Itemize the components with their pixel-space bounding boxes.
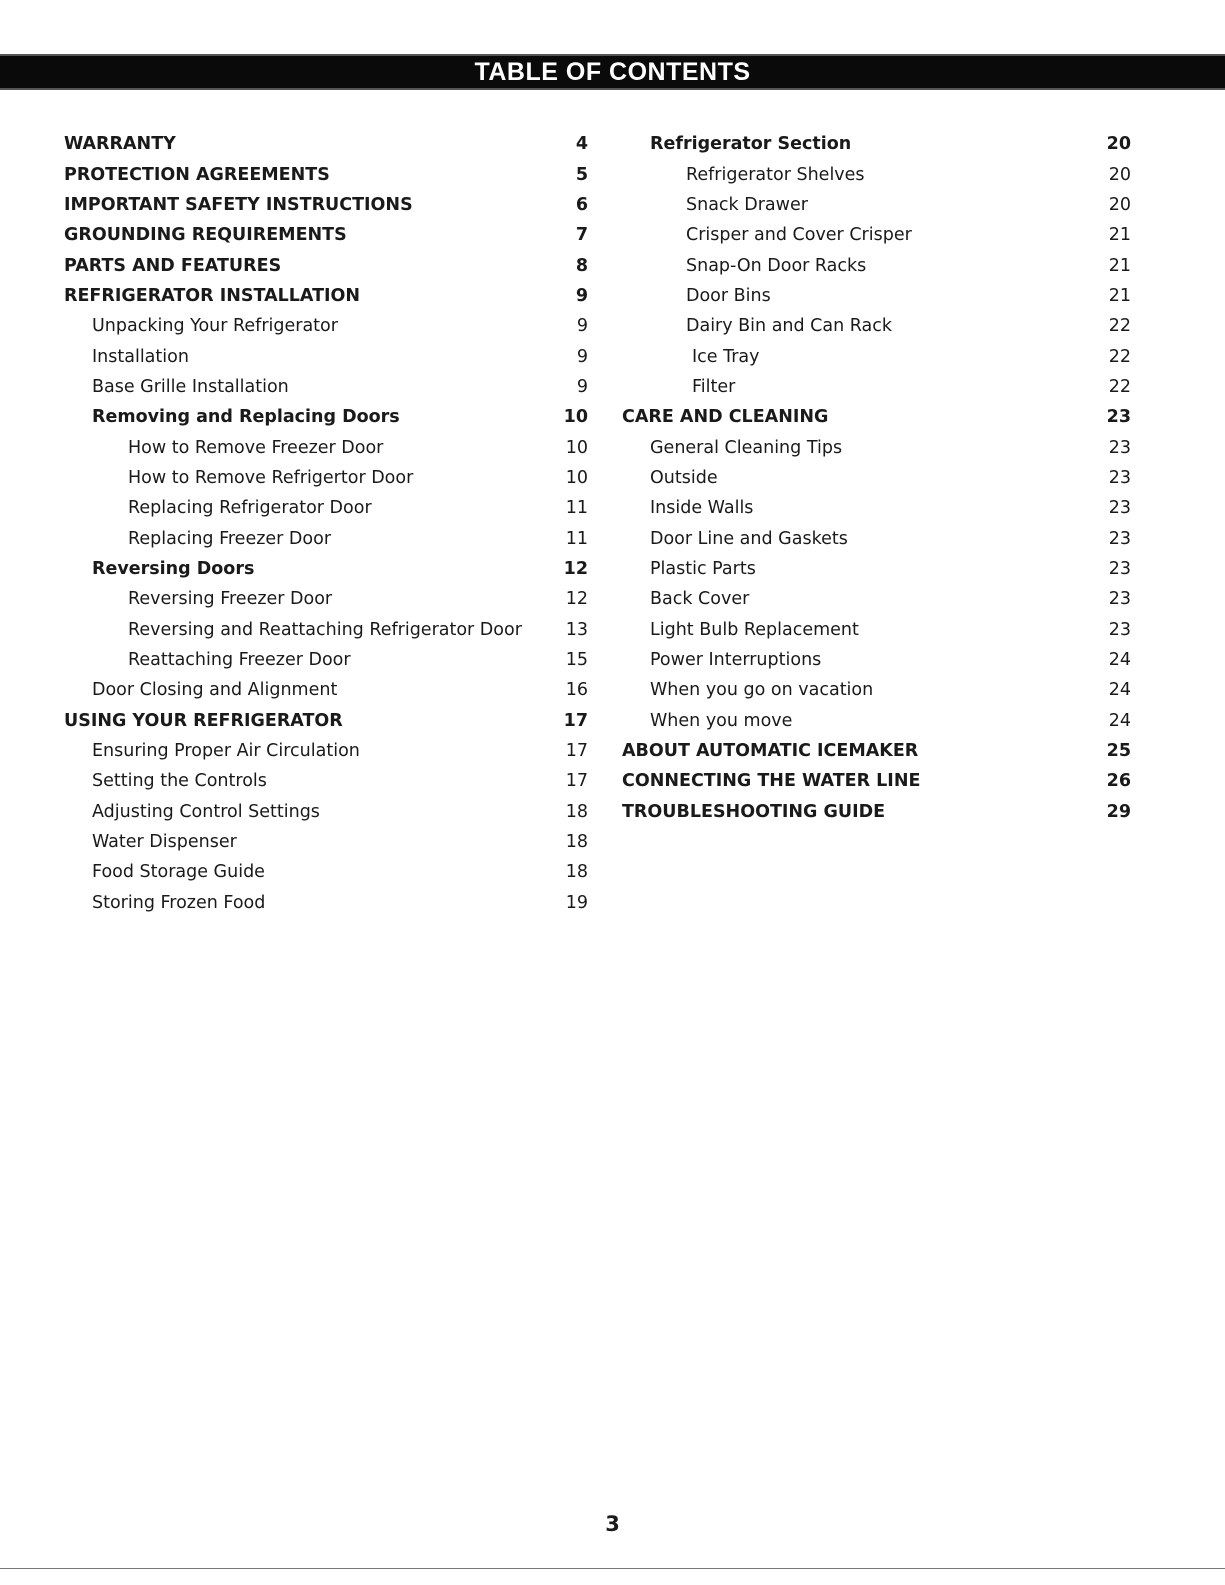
toc-entry-page: 23 bbox=[1108, 498, 1131, 519]
toc-entry-page: 13 bbox=[565, 619, 588, 640]
toc-entry[interactable] bbox=[622, 584, 1131, 614]
toc-entry-page: 26 bbox=[1106, 771, 1131, 792]
toc-entry[interactable] bbox=[622, 402, 1131, 432]
toc-entry[interactable] bbox=[64, 857, 588, 887]
toc-entry-page: 12 bbox=[563, 558, 588, 579]
bottom-divider bbox=[0, 1568, 1225, 1569]
toc-entry[interactable] bbox=[64, 159, 588, 189]
toc-entry[interactable] bbox=[64, 797, 588, 827]
toc-entry[interactable] bbox=[622, 797, 1131, 827]
toc-entry-page: 9 bbox=[576, 316, 588, 337]
toc-entry-title: USING YOUR REFRIGERATOR bbox=[64, 710, 343, 731]
toc-entry-title: Snap-On Door Racks bbox=[686, 255, 867, 276]
toc-entry-page: 23 bbox=[1108, 589, 1131, 610]
toc-entry-page: 25 bbox=[1106, 741, 1131, 762]
toc-entry-page: 24 bbox=[1108, 650, 1131, 671]
toc-entry-page: 22 bbox=[1108, 316, 1131, 337]
toc-entry-title: Refrigerator Shelves bbox=[686, 164, 865, 185]
toc-entry-title: Crisper and Cover Crisper bbox=[686, 225, 912, 246]
toc-entry-title: Dairy Bin and Can Rack bbox=[686, 316, 893, 337]
toc-entry-title: Replacing Freezer Door bbox=[128, 528, 332, 549]
toc-entry[interactable] bbox=[64, 463, 588, 493]
toc-entry-title: Refrigerator Section bbox=[650, 134, 852, 155]
toc-entry-title: Filter bbox=[692, 376, 736, 397]
toc-entry-page: 22 bbox=[1108, 346, 1131, 367]
toc-entry[interactable] bbox=[64, 190, 588, 220]
toc-entry-page: 21 bbox=[1108, 225, 1131, 246]
toc-entry-page: 23 bbox=[1108, 619, 1131, 640]
toc-entry-title: Unpacking Your Refrigerator bbox=[92, 316, 338, 337]
toc-entry[interactable] bbox=[622, 190, 1131, 220]
toc-entry-title: Outside bbox=[650, 467, 718, 488]
toc-entry-page: 17 bbox=[563, 710, 588, 731]
toc-entry-title: Ensuring Proper Air Circulation bbox=[92, 741, 360, 762]
toc-entry-page: 23 bbox=[1108, 558, 1131, 579]
toc-entry-page: 9 bbox=[575, 285, 588, 306]
toc-entry[interactable] bbox=[64, 402, 588, 432]
toc-entry[interactable] bbox=[622, 281, 1131, 311]
toc-entry[interactable] bbox=[64, 220, 588, 250]
toc-entry-title: Reversing Doors bbox=[92, 558, 255, 579]
toc-entry-page: 9 bbox=[576, 376, 588, 397]
toc-entry-title: How to Remove Refrigertor Door bbox=[128, 467, 414, 488]
toc-entry-page: 23 bbox=[1106, 407, 1131, 428]
toc-entry-title: CONNECTING THE WATER LINE bbox=[622, 771, 921, 792]
toc-entry-title: When you move bbox=[650, 710, 793, 731]
toc-entry-title: Reversing Freezer Door bbox=[128, 589, 333, 610]
toc-entry-title: ABOUT AUTOMATIC ICEMAKER bbox=[622, 741, 919, 762]
toc-entry[interactable] bbox=[64, 706, 588, 736]
toc-entry-page: 7 bbox=[575, 225, 588, 246]
toc-entry[interactable] bbox=[64, 493, 588, 523]
page-number: 3 bbox=[605, 1512, 620, 1536]
toc-entry-page: 4 bbox=[575, 134, 588, 155]
toc-entry-title: Water Dispenser bbox=[92, 832, 237, 853]
toc-entry[interactable] bbox=[622, 766, 1131, 796]
toc-entry-page: 8 bbox=[575, 255, 588, 276]
toc-entry[interactable] bbox=[64, 341, 588, 371]
toc-entry[interactable] bbox=[64, 736, 588, 766]
toc-entry[interactable] bbox=[64, 645, 588, 675]
toc-entry-page: 17 bbox=[565, 741, 588, 762]
toc-entry-page: 10 bbox=[565, 437, 588, 458]
toc-entry-title: PROTECTION AGREEMENTS bbox=[64, 164, 330, 185]
toc-entry[interactable] bbox=[64, 888, 588, 918]
toc-entry[interactable] bbox=[64, 554, 588, 584]
toc-entry[interactable] bbox=[622, 554, 1131, 584]
toc-entry-page: 11 bbox=[565, 498, 588, 519]
toc-entry-title: Food Storage Guide bbox=[92, 862, 265, 883]
toc-entry-page: 19 bbox=[565, 892, 588, 913]
toc-entry[interactable] bbox=[622, 341, 1131, 371]
toc-entry-title: PARTS AND FEATURES bbox=[64, 255, 282, 276]
toc-entry-title: When you go on vacation bbox=[650, 680, 874, 701]
toc-entry-page: 15 bbox=[565, 650, 588, 671]
toc-entry-page: 24 bbox=[1108, 710, 1131, 731]
toc-entry-title: Installation bbox=[92, 346, 189, 367]
toc-entry-page: 10 bbox=[563, 407, 588, 428]
toc-entry-page: 17 bbox=[565, 771, 588, 792]
toc-entry[interactable] bbox=[622, 523, 1131, 553]
toc-entry-title: CARE AND CLEANING bbox=[622, 407, 829, 428]
toc-entry-title: Removing and Replacing Doors bbox=[92, 407, 400, 428]
toc-entry-page: 21 bbox=[1108, 255, 1131, 276]
toc-entry-title: Door Line and Gaskets bbox=[650, 528, 848, 549]
toc-entry-title: Door Bins bbox=[686, 285, 771, 306]
toc-entry-page: 18 bbox=[565, 801, 588, 822]
toc-entry-title: Storing Frozen Food bbox=[92, 892, 266, 913]
toc-entry[interactable] bbox=[622, 645, 1131, 675]
toc-entry[interactable] bbox=[622, 493, 1131, 523]
toc-entry[interactable] bbox=[64, 281, 588, 311]
toc-entry-title: General Cleaning Tips bbox=[650, 437, 843, 458]
toc-entry-page: 20 bbox=[1108, 164, 1131, 185]
toc-entry[interactable] bbox=[622, 706, 1131, 736]
toc-entry-title: Replacing Refrigerator Door bbox=[128, 498, 372, 519]
toc-entry-title: Setting the Controls bbox=[92, 771, 267, 792]
toc-entry-page: 10 bbox=[565, 467, 588, 488]
toc-entry[interactable] bbox=[622, 250, 1131, 280]
toc-entry-page: 9 bbox=[576, 346, 588, 367]
toc-entry[interactable] bbox=[64, 827, 588, 857]
toc-entry[interactable] bbox=[622, 129, 1131, 159]
toc-entry[interactable] bbox=[64, 523, 588, 553]
toc-right-column bbox=[622, 129, 1131, 827]
toc-entry-page: 20 bbox=[1108, 194, 1131, 215]
toc-entry[interactable] bbox=[622, 220, 1131, 250]
toc-entry-page: 5 bbox=[575, 164, 588, 185]
toc-entry-title: Ice Tray bbox=[692, 346, 760, 367]
toc-entry[interactable] bbox=[622, 463, 1131, 493]
toc-entry-title: WARRANTY bbox=[64, 134, 176, 155]
toc-entry-title: TROUBLESHOOTING GUIDE bbox=[622, 801, 886, 822]
toc-entry-page: 24 bbox=[1108, 680, 1131, 701]
toc-entry-page: 6 bbox=[575, 194, 588, 215]
toc-entry[interactable] bbox=[64, 250, 588, 280]
toc-entry[interactable] bbox=[64, 766, 588, 796]
toc-entry-page: 11 bbox=[565, 528, 588, 549]
toc-left-column bbox=[64, 129, 588, 918]
toc-entry-page: 18 bbox=[565, 862, 588, 883]
toc-entry-page: 20 bbox=[1106, 134, 1131, 155]
toc-entry[interactable] bbox=[64, 615, 588, 645]
toc-entry-title: Reattaching Freezer Door bbox=[128, 650, 351, 671]
toc-entry[interactable] bbox=[622, 432, 1131, 462]
toc-entry-title: Base Grille Installation bbox=[92, 376, 289, 397]
toc-entry-page: 12 bbox=[565, 589, 588, 610]
toc-entry[interactable] bbox=[64, 372, 588, 402]
toc-entry[interactable] bbox=[622, 615, 1131, 645]
toc-entry-page: 16 bbox=[565, 680, 588, 701]
toc-entry-title: Power Interruptions bbox=[650, 650, 822, 671]
toc-entry[interactable] bbox=[622, 675, 1131, 705]
toc-entry[interactable] bbox=[622, 372, 1131, 402]
toc-entry[interactable] bbox=[64, 129, 588, 159]
toc-banner bbox=[0, 54, 1225, 90]
toc-entry-title: REFRIGERATOR INSTALLATION bbox=[64, 285, 361, 306]
toc-entry[interactable] bbox=[622, 159, 1131, 189]
toc-entry[interactable] bbox=[64, 311, 588, 341]
banner-title: TABLE OF CONTENTS bbox=[474, 57, 751, 86]
toc-entry-page: 29 bbox=[1106, 801, 1131, 822]
toc-entry-title: Light Bulb Replacement bbox=[650, 619, 859, 640]
toc-entry[interactable] bbox=[64, 432, 588, 462]
toc-entry-page: 22 bbox=[1108, 376, 1131, 397]
toc-entry[interactable] bbox=[64, 675, 588, 705]
toc-entry-page: 23 bbox=[1108, 528, 1131, 549]
toc-entry-title: Plastic Parts bbox=[650, 558, 756, 579]
toc-entry[interactable] bbox=[64, 584, 588, 614]
toc-entry-title: Reversing and Reattaching Refrigerator Door bbox=[128, 619, 522, 640]
toc-entry[interactable] bbox=[622, 736, 1131, 766]
toc-entry-page: 21 bbox=[1108, 285, 1131, 306]
toc-entry-title: GROUNDING REQUIREMENTS bbox=[64, 225, 347, 246]
toc-entry-page: 18 bbox=[565, 832, 588, 853]
toc-entry-page: 23 bbox=[1108, 467, 1131, 488]
toc-entry-title: Door Closing and Alignment bbox=[92, 680, 338, 701]
toc-entry-title: IMPORTANT SAFETY INSTRUCTIONS bbox=[64, 194, 413, 215]
toc-entry-page: 23 bbox=[1108, 437, 1131, 458]
toc-entry-title: Adjusting Control Settings bbox=[92, 801, 320, 822]
toc-entry-title: Snack Drawer bbox=[686, 194, 808, 215]
toc-entry-title: Back Cover bbox=[650, 589, 750, 610]
toc-entry-title: How to Remove Freezer Door bbox=[128, 437, 384, 458]
toc-entry[interactable] bbox=[622, 311, 1131, 341]
toc-entry-title: Inside Walls bbox=[650, 498, 754, 519]
